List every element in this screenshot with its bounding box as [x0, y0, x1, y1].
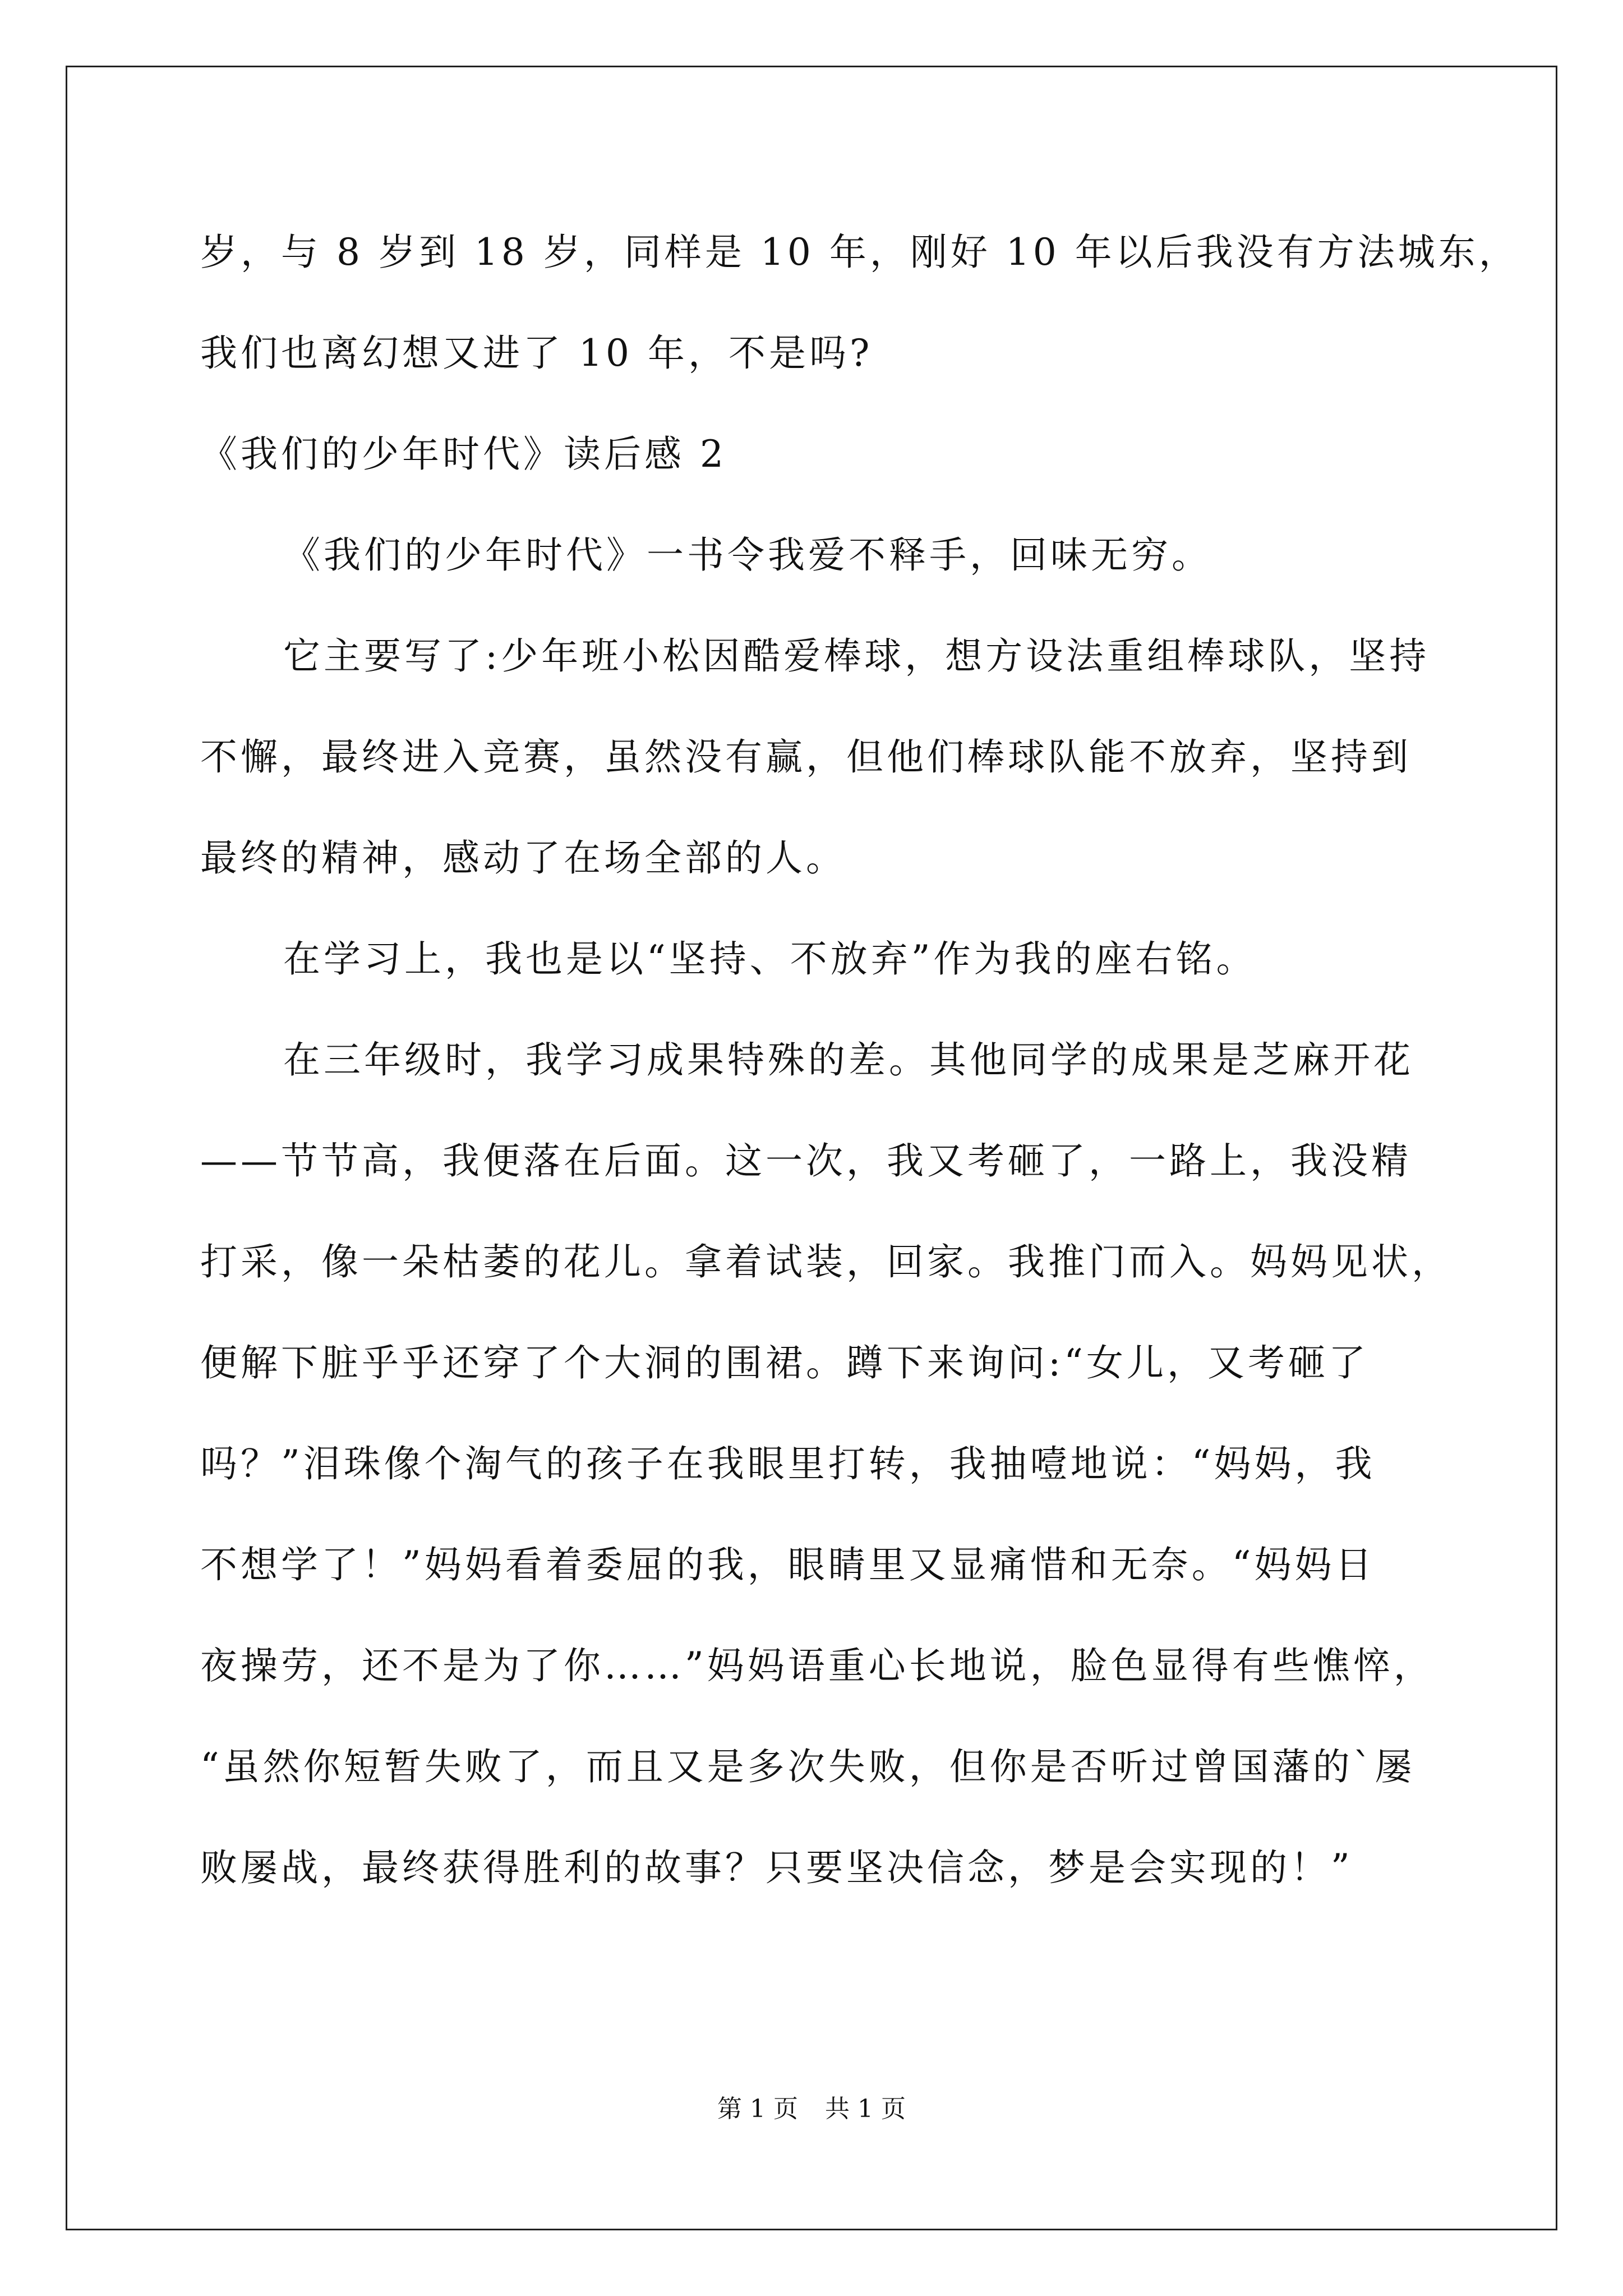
text-line: 《我们的少年时代》一书令我爱不释手，回味无穷。 — [283, 533, 1212, 577]
text-line: 夜操劳，还不是为了你……”妈妈语重心长地说，脸色显得有些憔悴， — [200, 1644, 1434, 1687]
text-line: 便解下脏乎乎还穿了个大洞的围裙。蹲下来询问:“女儿，又考砸了 — [200, 1341, 1369, 1384]
text-line: 吗？”泪珠像个淘气的孩子在我眼里打转，我抽噎地说：“妈妈，我 — [200, 1442, 1376, 1485]
text-line: “虽然你短暂失败了，而且又是多次失败，但你是否听过曾国藩的`屡 — [200, 1745, 1415, 1788]
text-line: 岁，与 8 岁到 18 岁，同样是 10 年，刚好 10 年以后我没有方法城东， — [200, 231, 1519, 274]
page-footer — [0, 2092, 1623, 2126]
text-line: 我们也离幻想又进了 10 年，不是吗? — [200, 332, 873, 375]
text-line: 不懈，最终进入竞赛，虽然没有赢，但他们棒球队能不放弃，坚持到 — [200, 735, 1412, 779]
text-line: 不想学了！”妈妈看着委屈的我，眼睛里又显痛惜和无奈。“妈妈日 — [200, 1543, 1376, 1586]
text-line: 打采，像一朵枯萎的花儿。拿着试装，回家。我推门而入。妈妈见状， — [200, 1240, 1452, 1283]
page-number: 第 1 页 — [717, 2095, 798, 2123]
text-line: 在学习上，我也是以“坚持、不放弃”作为我的座右铭。 — [283, 937, 1257, 981]
section-title: 《我们的少年时代》读后感 2 — [200, 432, 727, 476]
text-line: ——节节高，我便落在后面。这一次，我又考砸了，一路上，我没精 — [200, 1139, 1412, 1182]
text-line: 在三年级时，我学习成果特殊的差。其他同学的成果是芝麻开花 — [283, 1038, 1414, 1082]
page-total: 共 1 页 — [825, 2095, 906, 2123]
text-line: 最终的精神，感动了在场全部的人。 — [200, 836, 846, 880]
document-body — [200, 202, 1519, 1918]
text-line: 败屡战，最终获得胜利的故事？只要坚决信念，梦是会实现的！” — [200, 1846, 1353, 1889]
text-line: 它主要写了:少年班小松因酷爱棒球，想方设法重组棒球队，坚持 — [283, 634, 1430, 678]
